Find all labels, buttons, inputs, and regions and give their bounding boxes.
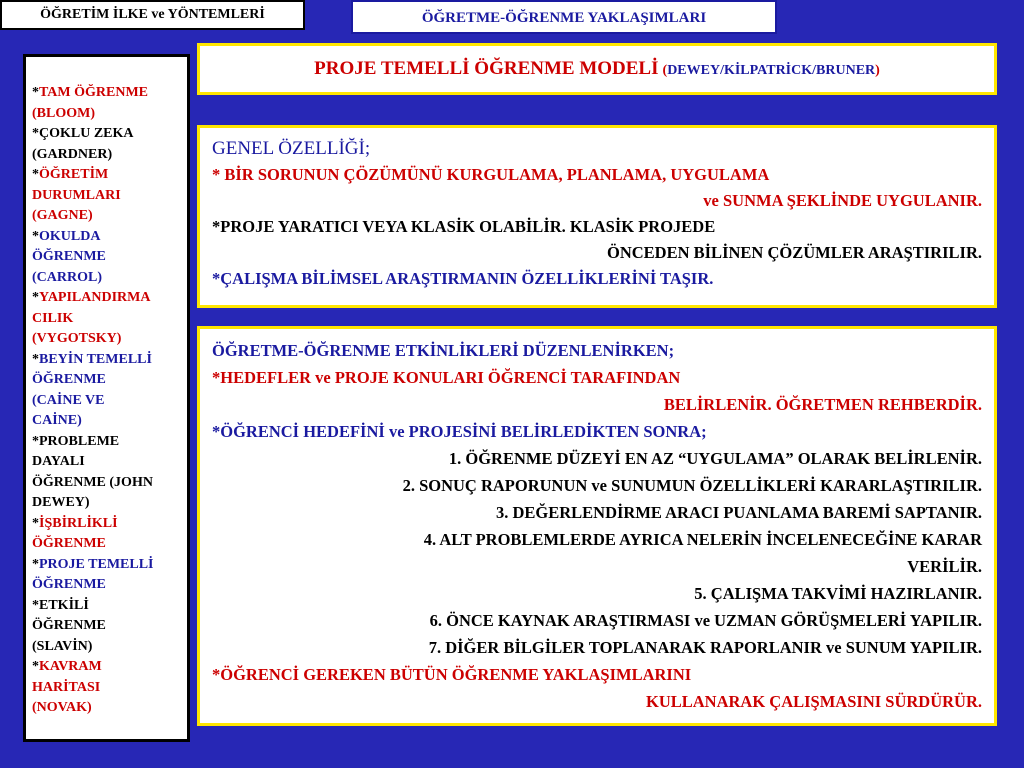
sidebar-item-text: DURUMLARI bbox=[32, 187, 121, 203]
sidebar-item bbox=[32, 391, 183, 412]
general-feature-line: * BİR SORUNUN ÇÖZÜMÜNÜ KURGULAMA, PLANLAMA, UYGULAMA bbox=[212, 165, 770, 184]
section-title-text: ÖĞRETME-ÖĞRENME YAKLAŞIMLARI bbox=[421, 10, 707, 26]
sidebar-item-text: (CAİNE VE bbox=[32, 392, 105, 408]
sidebar-item-text: (CARROL) bbox=[32, 269, 102, 285]
sidebar-item-text: (GAGNE) bbox=[32, 208, 93, 223]
general-feature-line: ÖNCEDEN BİLİNEN ÇÖZÜMLER ARAŞTIRILIR. bbox=[607, 243, 982, 262]
activity-line: 6. ÖNCE KAYNAK ARAŞTIRMASI ve UZMAN GÖRÜŞMELERİ YAPILIR. bbox=[429, 611, 982, 630]
sidebar-item bbox=[32, 637, 183, 658]
sidebar-item-star: * bbox=[32, 597, 39, 613]
sidebar-item-text: YAPILANDIRMA bbox=[39, 290, 151, 305]
sidebar-item bbox=[32, 575, 183, 596]
sidebar-item-star: * bbox=[32, 85, 39, 100]
sidebar-item bbox=[32, 596, 183, 617]
activity-line: ÖĞRETME-ÖĞRENME ETKİNLİKLERİ DÜZENLENİRKEN; bbox=[212, 341, 675, 360]
sidebar-item bbox=[32, 124, 183, 145]
activity-line: *ÖĞRENCİ HEDEFİNİ ve PROJESİNİ BELİRLEDİKTEN SONRA; bbox=[212, 422, 707, 441]
sidebar-item-text: ÖĞRETİM bbox=[39, 167, 109, 182]
sidebar-item-text: PROBLEME bbox=[39, 433, 120, 449]
sidebar-item-text: ÖĞRENME bbox=[32, 372, 106, 387]
sidebar-item-text: DAYALI bbox=[32, 454, 85, 469]
activity-line: *ÖĞRENCİ GEREKEN BÜTÜN ÖĞRENME YAKLAŞIMLARINI bbox=[212, 665, 692, 684]
sidebar-item-text: HARİTASI bbox=[32, 679, 101, 695]
sidebar-item bbox=[32, 145, 183, 166]
sidebar-item bbox=[32, 452, 183, 473]
sidebar-item-star: * bbox=[32, 351, 39, 367]
sidebar-item bbox=[32, 678, 183, 699]
activities-lines bbox=[212, 337, 982, 715]
sidebar-item-text: OKULDA bbox=[39, 228, 101, 244]
general-features-lines bbox=[212, 162, 982, 292]
sidebar-item-text: ÖĞRENME bbox=[32, 249, 106, 264]
sidebar-item-star: * bbox=[32, 515, 39, 531]
sidebar-item bbox=[32, 493, 183, 514]
approaches-sidebar bbox=[23, 54, 190, 742]
sidebar-item-text: ETKİLİ bbox=[39, 597, 89, 613]
activity-line: VERİLİR. bbox=[907, 557, 982, 576]
sidebar-item-text: (NOVAK) bbox=[32, 700, 92, 715]
sidebar-item-star: * bbox=[32, 290, 39, 305]
activities-box bbox=[197, 326, 997, 726]
subtitle-close-paren: ) bbox=[875, 63, 880, 78]
sidebar-item bbox=[32, 555, 183, 576]
sidebar-item bbox=[32, 698, 183, 719]
sidebar-item bbox=[32, 514, 183, 535]
activity-line: 7. DİĞER BİLGİLER TOPLANARAK RAPORLANIR ve SUNUM YAPILIR. bbox=[428, 638, 982, 657]
sidebar-item-text: ÖĞRENME bbox=[32, 577, 106, 592]
activity-line: BELİRLENİR. ÖĞRETMEN REHBERDİR. bbox=[663, 395, 982, 414]
sidebar-item-text: PROJE TEMELLİ bbox=[39, 556, 154, 572]
sidebar-item-text: ÖĞRENME bbox=[32, 618, 106, 633]
general-feature-line: *ÇALIŞMA BİLİMSEL ARAŞTIRMANIN ÖZELLİKLERİNİ TAŞIR. bbox=[212, 269, 714, 288]
sidebar-item-text: ÖĞRENME bbox=[32, 536, 106, 551]
general-features-heading: GENEL ÖZELLİĞİ; bbox=[212, 138, 371, 159]
sidebar-item bbox=[32, 165, 183, 186]
activity-line: 2. SONUÇ RAPORUNUN ve SUNUMUN ÖZELLİKLERİ KARARLAŞTIRILIR. bbox=[402, 476, 982, 495]
activity-line: 1. ÖĞRENME DÜZEYİ EN AZ “UYGULAMA” OLARAK BELİRLENİR. bbox=[448, 449, 982, 468]
sidebar-item bbox=[32, 370, 183, 391]
sidebar-item bbox=[32, 432, 183, 453]
sidebar-item bbox=[32, 247, 183, 268]
general-feature-line: *PROJE YARATICI VEYA KLASİK OLABİLİR. KLASİK PROJEDE bbox=[212, 217, 716, 236]
slide-subtitle bbox=[663, 63, 880, 78]
sidebar-item-text: ÖĞRENME (JOHN bbox=[32, 474, 153, 490]
section-title-tag bbox=[351, 0, 777, 34]
sidebar-item-star: * bbox=[32, 659, 39, 674]
course-title-tag bbox=[0, 0, 305, 30]
sidebar-item bbox=[32, 268, 183, 289]
activity-line: 4. ALT PROBLEMLERDE AYRICA NELERİN İNCELENECEĞİNE KARAR bbox=[423, 530, 982, 549]
subtitle-authors: DEWEY/KİLPATRİCK/BRUNER bbox=[667, 63, 876, 78]
sidebar-item-text: (BLOOM) bbox=[32, 105, 95, 121]
sidebar-item-text: KAVRAM bbox=[39, 659, 102, 674]
sidebar-item-text: TAM ÖĞRENME bbox=[39, 85, 149, 100]
sidebar-item bbox=[32, 206, 183, 227]
sidebar-item-text: ÇOKLU ZEKA bbox=[39, 126, 134, 141]
sidebar-item-text: BEYİN TEMELLİ bbox=[39, 351, 152, 367]
slide-title-box bbox=[197, 43, 997, 95]
sidebar-item-text: DEWEY) bbox=[32, 495, 90, 510]
sidebar-item bbox=[32, 288, 183, 309]
sidebar-item-text: CAİNE) bbox=[32, 413, 82, 428]
activity-line: KULLANARAK ÇALIŞMASINI SÜRDÜRÜR. bbox=[646, 692, 982, 711]
subtitle-open-paren: ( bbox=[662, 63, 668, 78]
sidebar-item-star: * bbox=[32, 167, 39, 182]
sidebar-item bbox=[32, 411, 183, 432]
activity-line: *HEDEFLER ve PROJE KONULARI ÖĞRENCİ TARAFINDAN bbox=[212, 368, 681, 387]
sidebar-item bbox=[32, 83, 183, 104]
sidebar-item-text: (VYGOTSKY) bbox=[32, 331, 122, 346]
sidebar-item bbox=[32, 350, 183, 371]
sidebar-item bbox=[32, 329, 183, 350]
sidebar-item-text: İŞBİRLİKLİ bbox=[39, 515, 118, 531]
sidebar-item-text: (GARDNER) bbox=[32, 146, 113, 162]
general-feature-line: ve SUNMA ŞEKLİNDE UYGULANIR. bbox=[703, 191, 982, 210]
sidebar-item-star: * bbox=[32, 556, 39, 572]
activity-line: 5. ÇALIŞMA TAKVİMİ HAZIRLANIR. bbox=[694, 584, 982, 603]
sidebar-item bbox=[32, 534, 183, 555]
sidebar-item bbox=[32, 473, 183, 494]
course-title-text: ÖĞRETİM İLKE ve YÖNTEMLERİ bbox=[40, 7, 265, 22]
sidebar-item bbox=[32, 309, 183, 330]
sidebar-item-star: * bbox=[32, 126, 39, 141]
sidebar-item-star: * bbox=[32, 228, 39, 244]
sidebar-item bbox=[32, 186, 183, 207]
slide-title: PROJE TEMELLİ ÖĞRENME MODELİ bbox=[314, 58, 659, 79]
sidebar-item bbox=[32, 616, 183, 637]
activity-line: 3. DEĞERLENDİRME ARACI PUANLAMA BAREMİ SAPTANIR. bbox=[495, 503, 982, 522]
sidebar-item bbox=[32, 657, 183, 678]
sidebar-item-star: * bbox=[32, 433, 39, 449]
general-features-box bbox=[197, 125, 997, 308]
sidebar-item bbox=[32, 104, 183, 125]
sidebar-item-text: CILIK bbox=[32, 310, 74, 326]
sidebar-item-text: (SLAVİN) bbox=[32, 638, 93, 654]
sidebar-item bbox=[32, 227, 183, 248]
